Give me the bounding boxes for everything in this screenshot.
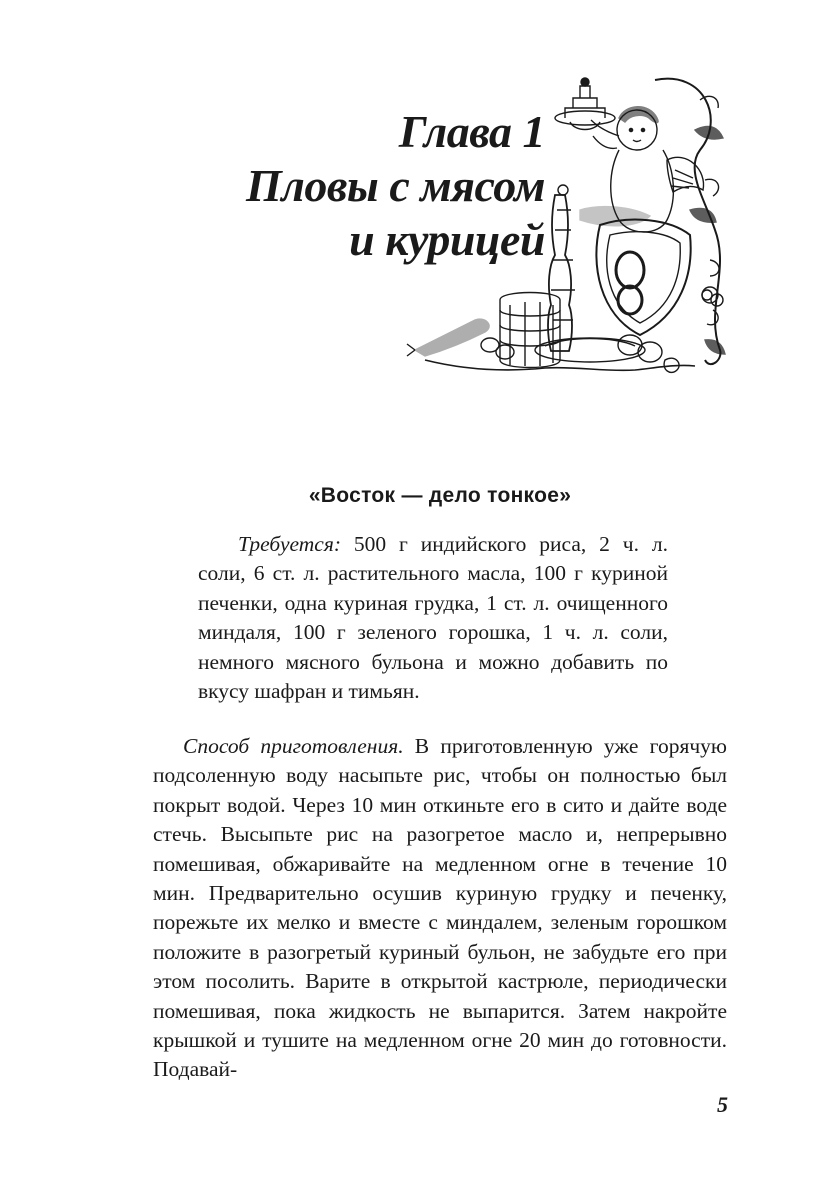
ingredients-paragraph — [198, 530, 668, 706]
page-number: 5 — [717, 1092, 728, 1117]
ingredients-label: Требуется: — [238, 532, 341, 556]
method-text: В приготовленную уже горячую подсоленную воду насыпьте рис, чтобы он полностью был покрыт водой. Через 10 мин откиньте его в сито и дайте воде стечь. Высыпьте рис на разогретое масло и, непрерывно помешивая, обжаривайте на медленном огне в течение 10 мин. Предварительно осушив куриную грудку и печенку, порежьте их мелко и вместе с миндалем, зеленым горошком положите в разогретый куриный бульон, не забудьте его при этом посолить. Варите в открытой кастрюле, периодически помешивая, пока жидкость не выпарится. Затем накройте крышкой и тушите на медленном огне 20 мин до готовности. Подавай- — [153, 734, 727, 1082]
method-paragraph — [153, 732, 727, 1085]
chapter-title-line-2: Пловы с мясом — [245, 160, 545, 211]
ingredients-text: 500 г индийского риса, 2 ч. л. соли, 6 ст. л. растительного масла, 100 г куриной печенки, одна куриная грудка, 1 ст. л. очищенного миндаля, 100 г зеленого горошка, 1 ч. л. соли, немного мясного бульона и можно добавить по вкусу шафран и тимьян. — [198, 532, 668, 704]
method-label: Способ приготовления. — [183, 734, 404, 758]
chapter-title-line-3: и курицей — [349, 214, 545, 265]
recipe-title: «Восток — дело тонкое» — [308, 484, 572, 507]
cherub-with-cake-and-monogram-ornament-icon — [405, 60, 735, 380]
chapter-title-line-1: Глава 1 — [398, 106, 545, 157]
